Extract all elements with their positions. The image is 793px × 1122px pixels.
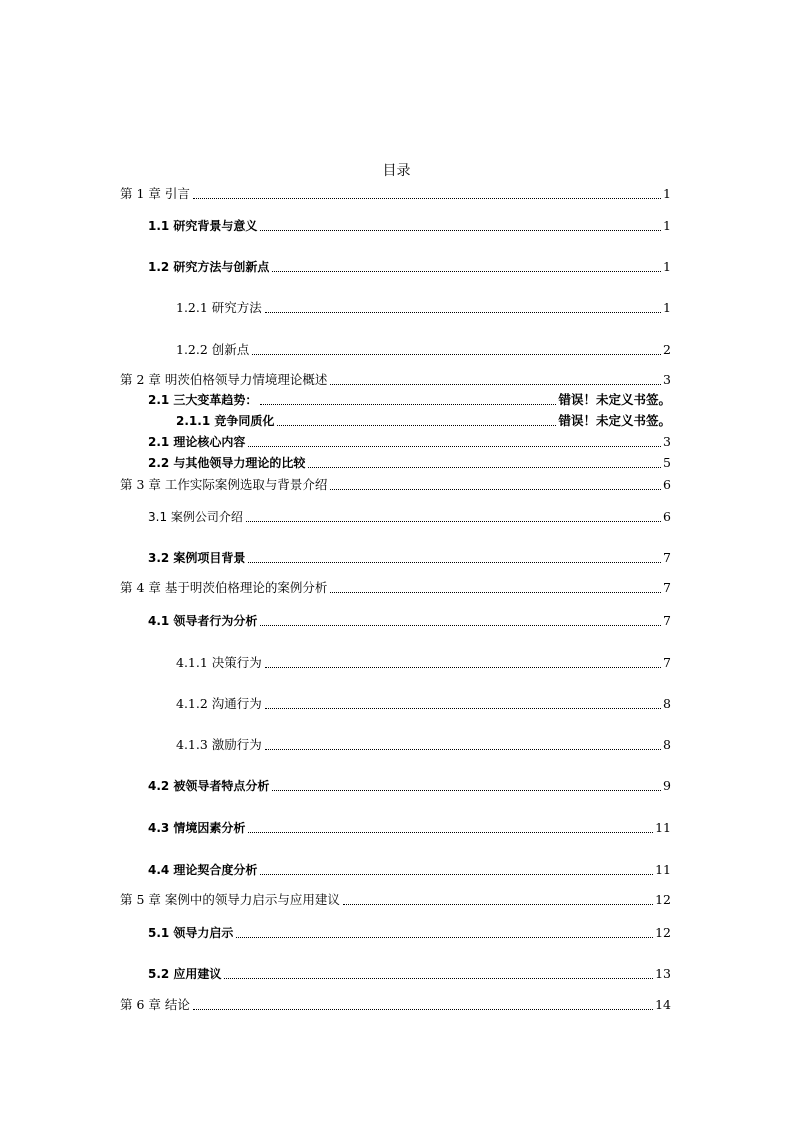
toc-entry-text: 第 5 章 案例中的领导力启示与应用建议	[120, 892, 340, 907]
toc-entry-text: 5.2 应用建议	[148, 967, 222, 981]
toc-entry-page: 1	[663, 300, 671, 315]
toc-entry-chapter-1[interactable]	[120, 186, 671, 202]
toc-leader-dots	[236, 937, 653, 938]
toc-entry-text: 4.1.1 决策行为	[176, 655, 262, 670]
toc-leader-dots	[260, 874, 653, 875]
toc-leader-dots	[224, 978, 653, 979]
toc-leader-dots	[248, 832, 653, 833]
toc-entry-text: 4.1.3 激励行为	[176, 737, 262, 752]
toc-entry-text: 第 6 章 结论	[120, 997, 190, 1012]
toc-leader-dots	[272, 271, 661, 272]
toc-entry-text: 1.2.1 研究方法	[176, 300, 262, 315]
toc-leader-dots	[330, 592, 661, 593]
toc-leader-dots	[260, 404, 556, 405]
toc-leader-dots	[260, 230, 661, 231]
toc-entry-page: 14	[655, 997, 671, 1012]
toc-entry-page: 5	[663, 455, 671, 470]
toc-entry-5-2[interactable]	[148, 966, 671, 982]
toc-entry-text: 第 4 章 基于明茨伯格理论的案例分析	[120, 580, 328, 595]
toc-entry-3-2[interactable]	[148, 550, 671, 566]
toc-entry-text: 4.1.2 沟通行为	[176, 696, 262, 711]
toc-entry-2-1-trends[interactable]	[148, 392, 671, 408]
toc-entry-page: 12	[655, 892, 671, 907]
toc-entry-page: 12	[655, 925, 671, 940]
toc-entry-chapter-2[interactable]	[120, 372, 671, 388]
toc-entry-page: 1	[663, 186, 671, 201]
toc-leader-dots	[277, 425, 556, 426]
toc-entry-page: 6	[663, 509, 671, 524]
toc-entry-text: 第 2 章 明茨伯格领导力情境理论概述	[120, 372, 328, 387]
toc-leader-dots	[248, 446, 661, 447]
toc-entry-text: 1.2.2 创新点	[176, 342, 250, 357]
toc-title: 目录	[382, 163, 411, 179]
toc-entry-page: 7	[663, 655, 671, 670]
toc-leader-dots	[260, 625, 661, 626]
toc-entry-text: 2.1 理论核心内容	[148, 435, 246, 449]
toc-leader-dots	[265, 708, 661, 709]
toc-entry-error-ref: 错误！未定义书签。	[558, 392, 671, 407]
toc-entry-text: 4.4 理论契合度分析	[148, 863, 258, 877]
toc-entry-page: 13	[655, 966, 671, 981]
toc-entry-page: 6	[663, 477, 671, 492]
toc-leader-dots	[265, 749, 661, 750]
toc-entry-page: 8	[663, 737, 671, 752]
toc-entry-4-4[interactable]	[148, 862, 671, 878]
toc-entry-page: 11	[655, 820, 671, 835]
toc-entry-1-2-1[interactable]	[176, 300, 671, 316]
toc-entry-4-3[interactable]	[148, 820, 671, 836]
toc-leader-dots	[343, 904, 653, 905]
toc-entry-text: 1.2 研究方法与创新点	[148, 260, 270, 274]
toc-entry-page: 8	[663, 696, 671, 711]
toc-entry-text: 4.1 领导者行为分析	[148, 614, 258, 628]
toc-entry-text: 4.2 被领导者特点分析	[148, 779, 270, 793]
toc-entry-3-1[interactable]	[148, 509, 671, 525]
toc-entry-text: 1.1 研究背景与意义	[148, 219, 258, 233]
toc-leader-dots	[330, 489, 661, 490]
toc-entry-page: 2	[663, 342, 671, 357]
toc-entry-page: 3	[663, 434, 671, 449]
toc-entry-text: 4.3 情境因素分析	[148, 821, 246, 835]
toc-entry-text: 第 3 章 工作实际案例选取与背景介绍	[120, 477, 328, 492]
toc-leader-dots	[252, 354, 661, 355]
toc-entry-error-ref: 错误！未定义书签。	[558, 413, 671, 428]
toc-entry-4-1[interactable]	[148, 613, 671, 629]
toc-leader-dots	[308, 467, 661, 468]
toc-entry-text: 2.1.1 竞争同质化	[176, 414, 275, 428]
toc-entry-2-1-1[interactable]	[176, 413, 671, 429]
toc-entry-1-2[interactable]	[148, 259, 671, 275]
toc-entry-chapter-6[interactable]	[120, 997, 671, 1013]
toc-entry-4-1-2[interactable]	[176, 696, 671, 712]
toc-entry-chapter-4[interactable]	[120, 580, 671, 596]
toc-leader-dots	[272, 790, 661, 791]
toc-entry-page: 3	[663, 372, 671, 387]
toc-entry-text: 第 1 章 引言	[120, 186, 190, 201]
toc-entry-1-2-2[interactable]	[176, 342, 671, 358]
toc-entry-chapter-3[interactable]	[120, 477, 671, 493]
toc-leader-dots	[248, 562, 661, 563]
toc-leader-dots	[265, 312, 661, 313]
toc-entry-text: 3.2 案例项目背景	[148, 551, 246, 565]
toc-leader-dots	[193, 198, 661, 199]
toc-entry-2-2[interactable]	[148, 455, 671, 471]
toc-entry-page: 9	[663, 778, 671, 793]
toc-entry-page: 1	[663, 218, 671, 233]
toc-entry-5-1[interactable]	[148, 925, 671, 941]
toc-entry-text: 5.1 领导力启示	[148, 926, 234, 940]
toc-leader-dots	[193, 1009, 653, 1010]
toc-entry-page: 1	[663, 259, 671, 274]
toc-entry-page: 7	[663, 550, 671, 565]
toc-entry-1-1[interactable]	[148, 218, 671, 234]
toc-entry-page: 11	[655, 862, 671, 877]
toc-leader-dots	[265, 667, 661, 668]
toc-entry-page: 7	[663, 613, 671, 628]
toc-entry-text: 2.1 三大变革趋势：	[148, 393, 258, 407]
toc-leader-dots	[330, 384, 661, 385]
toc-entry-text: 2.2 与其他领导力理论的比较	[148, 456, 306, 470]
toc-leader-dots	[246, 521, 661, 522]
toc-entry-chapter-5[interactable]	[120, 892, 671, 908]
toc-entry-text: 3.1 案例公司介绍	[148, 510, 243, 524]
toc-entry-4-1-1[interactable]	[176, 655, 671, 671]
toc-entry-4-1-3[interactable]	[176, 737, 671, 753]
toc-entry-2-1-core[interactable]	[148, 434, 671, 450]
toc-entry-page: 7	[663, 580, 671, 595]
toc-entry-4-2[interactable]	[148, 778, 671, 794]
